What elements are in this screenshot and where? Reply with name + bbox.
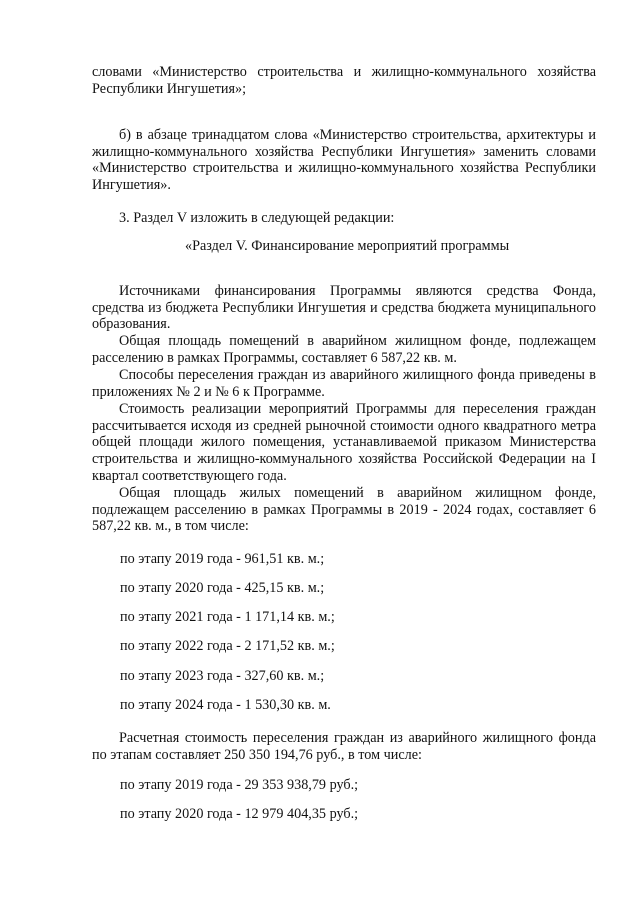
- paragraph-funding-sources: Источниками финансирования Программы являются средства Фонда, средства из бюджета Республики Ингушетия и средства бюджета муниципального образования.: [92, 283, 596, 333]
- area-stage-2019: по этапу 2019 года - 961,51 кв. м.;: [120, 551, 325, 567]
- area-stage-2022: по этапу 2022 года - 2 171,52 кв. м.;: [120, 638, 335, 654]
- paragraph-total-area: Общая площадь помещений в аварийном жилищном фонде, подлежащем расселению в рамках Программы, составляет 6 587,22 кв. м.: [92, 333, 596, 366]
- paragraph-area-2019-2024: Общая площадь жилых помещений в аварийном жилищном фонде, подлежащем расселению в рамках Программы в 2019 - 2024 годах, составляет 6 587,22 кв. м., в том числе:: [92, 485, 596, 535]
- section-heading: «Раздел V. Финансирование мероприятий программы: [185, 238, 510, 254]
- paragraph-item-b: б) в абзаце тринадцатом слова «Министерство строительства, архитектуры и жилищно-коммунального хозяйства Республики Ингушетия» заменить словами «Министерство строительства и жилищно-коммунального хозяйства Республики Ингушетия».: [92, 127, 596, 194]
- area-stage-2021: по этапу 2021 года - 1 171,14 кв. м.;: [120, 609, 335, 625]
- area-stage-2020: по этапу 2020 года - 425,15 кв. м.;: [120, 580, 325, 596]
- cost-stage-2019: по этапу 2019 года - 29 353 938,79 руб.;: [120, 777, 359, 793]
- area-stage-2024: по этапу 2024 года - 1 530,30 кв. м.: [120, 697, 331, 713]
- cost-stage-2020: по этапу 2020 года - 12 979 404,35 руб.;: [120, 806, 359, 822]
- area-stage-2023: по этапу 2023 года - 327,60 кв. м.;: [120, 668, 325, 684]
- paragraph-item-3: 3. Раздел V изложить в следующей редакции:: [119, 210, 395, 226]
- paragraph-resettlement-methods: Способы переселения граждан из аварийного жилищного фонда приведены в приложениях № 2 и № 6 к Программе.: [92, 367, 596, 400]
- paragraph-replacement-words: словами «Министерство строительства и жилищно-коммунального хозяйства Республики Ингушетия»;: [92, 64, 596, 97]
- paragraph-cost-calculation: Стоимость реализации мероприятий Программы для переселения граждан рассчитывается исходя из средней рыночной стоимости одного квадратного метра общей площади жилого помещения, устанавливаемой приказом Министерства строительства и жилищно-коммунального хозяйства Российской Федерации на I квартал соответствующего года.: [92, 401, 596, 484]
- paragraph-estimated-cost: Расчетная стоимость переселения граждан из аварийного жилищного фонда по этапам составляет 250 350 194,76 руб., в том числе:: [92, 730, 596, 763]
